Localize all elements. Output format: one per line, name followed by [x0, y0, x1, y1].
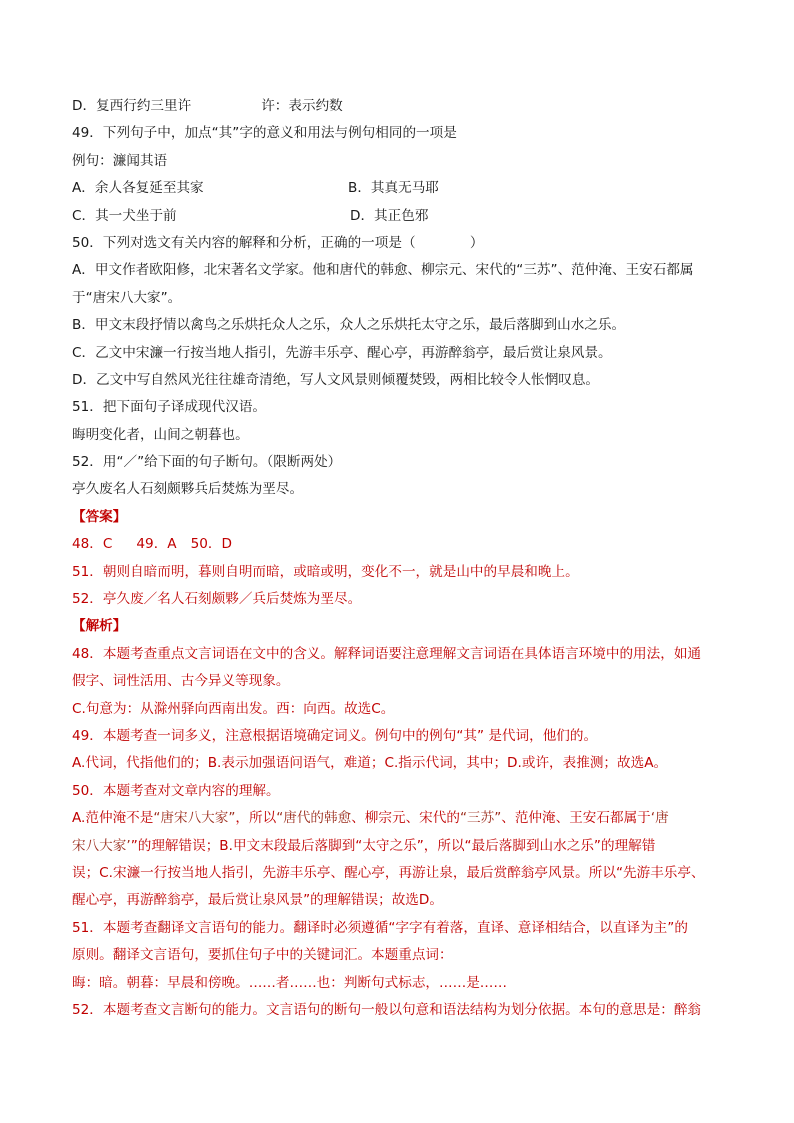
analysis-50-line-3: [72, 833, 724, 860]
q49-option-a: A．余人各复延至其家: [72, 180, 204, 197]
q49-option-b: B．其真无马耶: [348, 180, 439, 197]
q49-options-row-1: [72, 175, 724, 202]
analysis-50-line-2: [72, 805, 724, 832]
analysis-50-l2-s8: ‘唐: [650, 810, 669, 827]
analysis-50-l2-s3: ，所以: [235, 810, 277, 827]
document-page: [72, 93, 724, 1024]
answer-50: 50．D: [190, 536, 232, 553]
q49-example: 例句：濂闻其语: [72, 152, 168, 169]
answer-48: 48．C: [72, 536, 113, 553]
q50-option-a-line-2: 于“唐宋八大家”。: [72, 289, 182, 306]
q50-option-c: C．乙文中宋濂一行按当地人指引，先游丰乐亭、醒心亭，再游醉翁亭，最后赏让泉风景。: [72, 344, 612, 361]
answer-mc-line: [72, 531, 724, 558]
analysis-50-l3-s1: 宋八大家’: [72, 837, 131, 854]
analysis-49-line-1: 49．本题考查一词多义，注意根据语境确定词义。例句中的例句“其” 是代词，他们的。: [72, 727, 598, 744]
analysis-48-line-2: 假字、词性活用、古今异义等现象。: [72, 673, 290, 690]
q51-stem: 51．把下面句子译成现代汉语。: [72, 399, 267, 416]
analysis-50-l2-s4: “唐代的韩愈: [276, 810, 352, 827]
q51-sentence: 晦明变化者，山间之朝暮也。: [72, 426, 249, 443]
analysis-51-line-3: 晦：暗。朝暮：早晨和傍晚。……者……也：判断句式标志，……是……: [72, 974, 507, 991]
q48-option-d-text: D．复西行约三里许: [72, 98, 192, 114]
q48-option-d-note: 许：表示约数: [261, 98, 343, 114]
analysis-50-l2-s6: “三苏”: [459, 810, 502, 827]
analysis-50-l2-s1: A.范仲淹不是: [72, 810, 154, 827]
analysis-51-line-1: 51．本题考查翻译文言语句的能力。翻译时必须遵循“字字有着落，直译、意译相结合，以直译为主”的: [72, 919, 688, 936]
analysis-50-line-1: 50．本题考查对文章内容的理解。: [72, 782, 280, 799]
q49-option-d: D．其正色邪: [350, 207, 429, 224]
q52-sentence: 亭久废名人石刻颇夥兵后焚炼为垩尽。: [72, 481, 304, 498]
analysis-50-l2-s7: 、范仲淹、王安石都属于: [501, 810, 651, 827]
q49-stem: 49．下列句子中，加点“其”字的意义和用法与例句相同的一项是: [72, 125, 457, 142]
analysis-50-line-5: 醒心亭，再游醉翁亭，最后赏让泉风景”的理解错误；故选D。: [72, 892, 443, 909]
q49-options-row-2: [72, 203, 724, 230]
analysis-50-l2-s5: 、柳宗元、宋代的: [351, 810, 460, 827]
analysis-50-line-4: 误；C.宋濂一行按当地人指引，先游丰乐亭、醒心亭，再游让泉，最后赏醉翁亭风景。所以“先游丰乐亭、: [72, 864, 705, 881]
q50-option-a-line-1: A．甲文作者欧阳修，北宋著名文学家。他和唐代的韩愈、柳宗元、宋代的“三苏”、范仲淹、王安石都属: [72, 262, 694, 279]
q52-stem: 52．用“／”给下面的句子断句。（限断两处）: [72, 454, 342, 471]
analysis-50-l3-s2: ”的理解错误；B.甲文末段最后落脚到“太守之乐”，所以“最后落脚到山水之乐”的理解错: [130, 837, 656, 854]
answer-51: 51．朝则自暗而明，暮则自明而暗，或暗或明，变化不一，就是山中的早晨和晚上。: [72, 563, 579, 580]
analysis-48-line-1: 48．本题考查重点文言词语在文中的含义。解释词语要注意理解文言词语在具体语言环境中的用法，如通: [72, 645, 702, 662]
q50-stem: 50．下列对选文有关内容的解释和分析，正确的一项是（ ）: [72, 234, 484, 251]
answer-49: 49．A: [136, 536, 177, 553]
answer-heading: 【答案】: [72, 508, 127, 525]
analysis-50-l2-s2: “唐宋八大家”: [153, 810, 236, 827]
analysis-heading: 【解析】: [72, 618, 127, 635]
analysis-48-line-3: C.句意为：从滁州驿向西南出发。西：向西。故选C。: [72, 700, 395, 717]
q48-option-d: [72, 93, 724, 120]
answer-52: 52．亭久废／名人石刻颇夥／兵后焚炼为垩尽。: [72, 591, 362, 608]
analysis-49-line-2: A.代词，代指他们的；B.表示加强语问语气，难道；C.指示代词，其中；D.或许，表推测；故选A。: [72, 755, 668, 772]
analysis-52-line-1: 52．本题考查文言断句的能力。文言语句的断句一般以句意和语法结构为划分依据。本句的意思是：醉翁: [72, 1001, 702, 1018]
q49-option-c: C．其一犬坐于前: [72, 207, 177, 224]
analysis-51-line-2: 原则。翻译文言语句，要抓住句子中的关键词汇。本题重点词：: [72, 947, 453, 964]
q50-option-d: D．乙文中写自然风光往往雄奇清绝，写人文风景则倾覆焚毁，两相比较令人怅惘叹息。: [72, 371, 600, 388]
q50-option-b: B．甲文末段抒情以禽鸟之乐烘托众人之乐，众人之乐烘托太守之乐，最后落脚到山水之乐。: [72, 317, 626, 334]
